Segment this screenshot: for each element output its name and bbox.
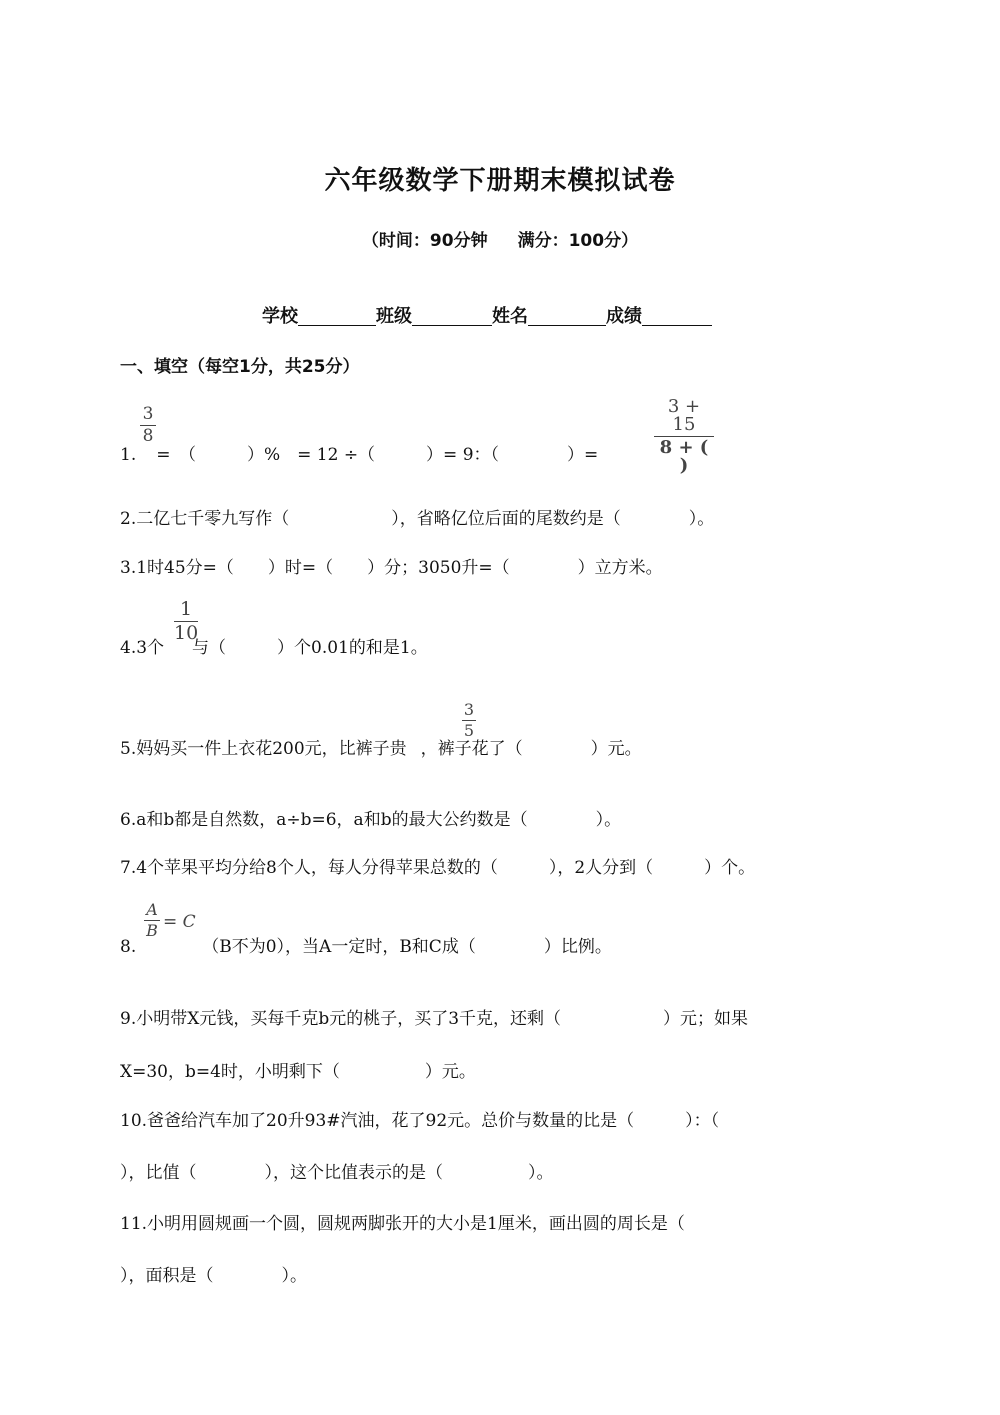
- q4-frac-numerator: 1: [179, 598, 193, 620]
- q4-text: 与（ ）个0.01的和是1。: [192, 638, 428, 658]
- school-label: 学校: [262, 306, 298, 327]
- q4-prefix: 4.3个: [120, 638, 165, 658]
- q5-frac-numerator: 3: [463, 700, 475, 719]
- question-6: 6.a和b都是自然数，a÷b=6，a和b的最大公约数是（ ）。: [120, 810, 622, 830]
- question-9-line-2: X=30，b=4时，小明剩下（ ）元。: [120, 1062, 476, 1082]
- school-blank[interactable]: [298, 305, 376, 326]
- q5-fraction: [462, 702, 476, 739]
- exam-meta: [0, 226, 1000, 251]
- question-11-line-2: ），面积是（ ）。: [120, 1266, 307, 1286]
- question-8: [120, 932, 612, 957]
- class-blank[interactable]: [412, 305, 492, 326]
- q1-number: 1.: [120, 445, 137, 465]
- q5-prefix: 5.妈妈买一件上衣花200元，比裤子贵: [120, 739, 407, 759]
- q1-frac1-numerator: 3: [142, 404, 154, 424]
- grade-blank[interactable]: [642, 305, 712, 326]
- q8-frac-numerator: A: [146, 900, 158, 919]
- q4-frac-denominator: 10: [174, 622, 199, 644]
- q1-text: = （ ）% = 12 ÷（ ）= 9：（ ）=: [156, 445, 599, 465]
- name-blank[interactable]: [528, 305, 606, 326]
- student-info-line: [262, 302, 712, 328]
- q8-text: （B不为0），当A一定时，B和C成（ ）比例。: [202, 937, 612, 957]
- question-11-line-1: 11.小明用圆规画一个圆，圆规两脚张开的大小是1厘米，画出圆的周长是（: [120, 1214, 685, 1234]
- q8-equals-c: = C: [163, 912, 196, 932]
- q8-prefix: 8.: [120, 937, 137, 957]
- question-2: 2.二亿七千零九写作（ ），省略亿位后面的尾数约是（ ）。: [120, 509, 715, 529]
- question-3: 3.1时45分=（ ）时=（ ）分；3050升=（ ）立方米。: [120, 558, 663, 578]
- q5-frac-denominator: 5: [463, 721, 475, 740]
- question-9-line-1: 9.小明带X元钱，买每千克b元的桃子，买了3千克，还剩（ ）元；如果: [120, 1009, 749, 1029]
- q5-text: ，裤子花了（ ）元。: [420, 739, 642, 759]
- name-label: 姓名: [492, 306, 528, 327]
- grade-label: 成绩: [606, 306, 642, 327]
- section-heading: 一、填空（每空1分，共25分）: [120, 357, 360, 377]
- question-7: 7.4个苹果平均分给8个人，每人分得苹果总数的（ ），2人分到（ ）个。: [120, 858, 756, 878]
- question-4: [120, 633, 428, 658]
- q1-frac1-denominator: 8: [142, 426, 154, 446]
- q1-frac2-denominator: 8 + ( ): [659, 437, 709, 476]
- q4-fraction: [174, 600, 198, 643]
- page-title: 六年级数学下册期末模拟试卷: [324, 166, 676, 196]
- question-1: [120, 440, 598, 465]
- question-5: [120, 734, 642, 759]
- q8-frac-denominator: B: [146, 921, 158, 940]
- q1-fraction-right: [654, 398, 714, 475]
- exam-full-score: 满分：100分）: [517, 231, 639, 251]
- class-label: 班级: [376, 306, 412, 327]
- question-10-line-1: 10.爸爸给汽车加了20升93#汽油，花了92元。总价与数量的比是（ ）：（: [120, 1111, 720, 1131]
- q1-frac2-numerator: 3 + 15: [667, 396, 701, 435]
- question-10-line-2: ），比值（ ），这个比值表示的是（ ）。: [120, 1163, 554, 1183]
- exam-time: （时间：90分钟: [361, 231, 488, 251]
- q8-fraction: [144, 902, 160, 939]
